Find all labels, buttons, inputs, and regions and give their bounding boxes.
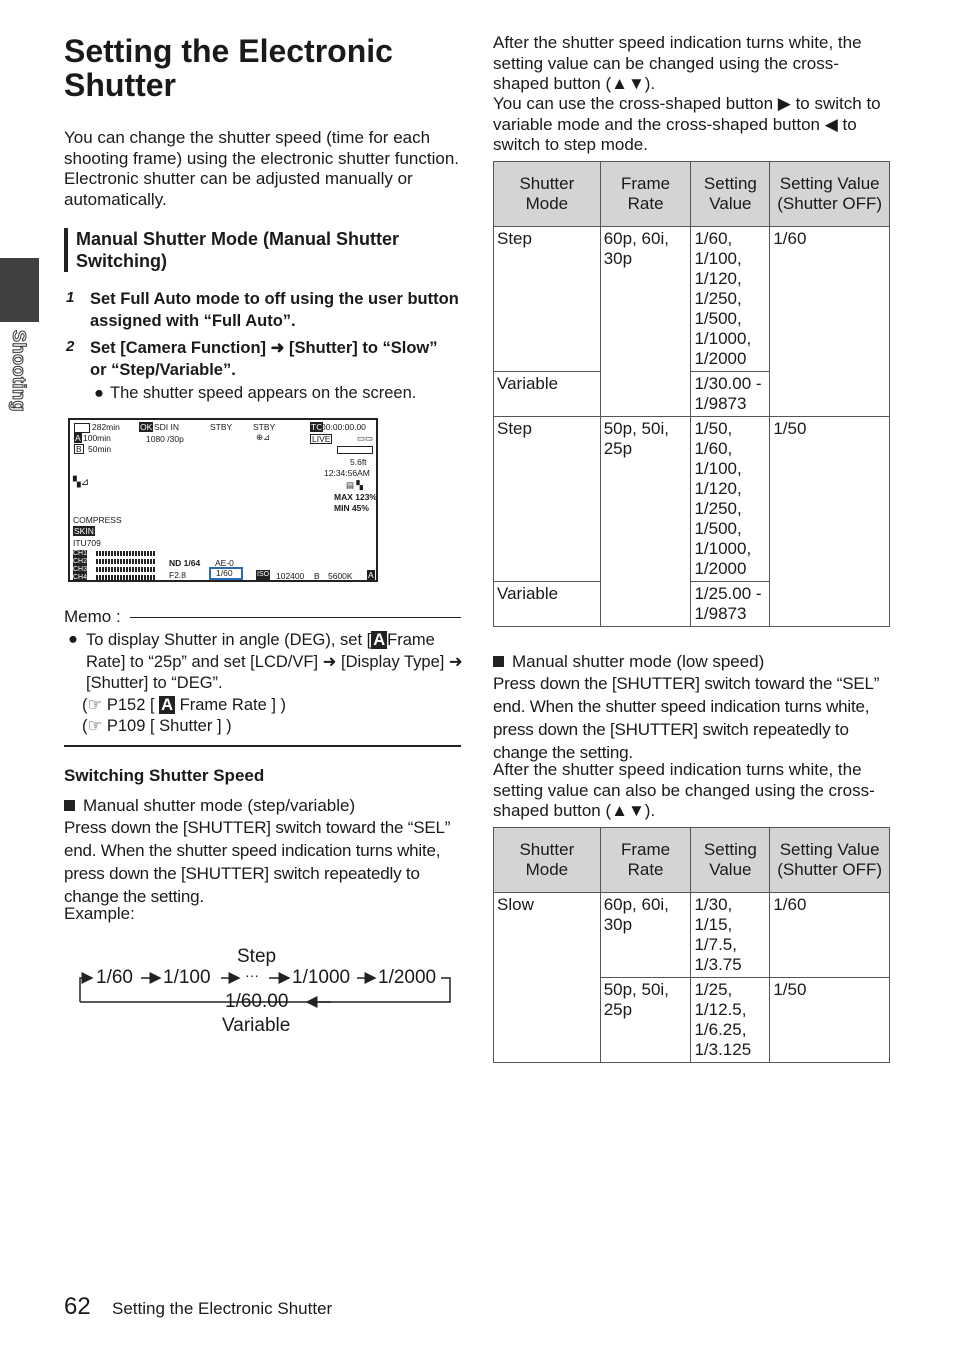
ok-icon: OK <box>140 422 153 432</box>
step-variable-settings-table <box>493 161 890 627</box>
shutter-cycle-diagram <box>75 944 460 1040</box>
step-2-bullet: The shutter speed appears on the screen. <box>110 384 417 402</box>
table-cell: Step <box>494 417 601 582</box>
memo-ref-2: (☞ P109 [ Shutter ] ) <box>82 717 232 735</box>
white-balance-mode: B <box>314 571 320 581</box>
table-header-row <box>494 828 890 893</box>
table-cell: 1/50 <box>770 417 890 627</box>
side-tab-label: Shooting <box>9 330 29 412</box>
shutter-speed-indicator: 1/60 <box>209 567 243 580</box>
iris-value: F2.8 <box>169 570 187 580</box>
sdi-input: SDI IN <box>154 422 180 432</box>
audio-meter-4 <box>96 575 156 580</box>
media-slot-a-remaining: 282min <box>92 422 120 432</box>
table-cell: 60p, 60i, 30p <box>600 227 691 417</box>
diagram-step-label: Step <box>237 946 277 967</box>
page-title: Setting the Electronic Shutter <box>64 33 393 103</box>
table-cell: 50p, 50i, 25p <box>600 417 691 627</box>
step-variable-mode-label: Manual shutter mode (step/variable) <box>64 796 460 817</box>
table-cell: 1/50 <box>770 978 890 1063</box>
memo-rule <box>130 617 461 618</box>
table-cell: 1/60, 1/100, 1/120, 1/250, 1/500, 1/1000, 1/2000 <box>691 227 770 372</box>
right-intro-paragraph-2: You can use the cross-shaped button ▶ to switch to variable mode and the cross-shaped button ◀ to switch to step mode. <box>493 94 881 154</box>
diagram-value-2: 1/100 <box>163 967 211 988</box>
switching-heading: Switching Shutter Speed <box>64 766 265 785</box>
table-cell: 50p, 50i, 25p <box>600 978 691 1063</box>
column-header: Setting Value <box>691 162 770 227</box>
column-header: Setting Value (Shutter OFF) <box>770 162 890 227</box>
column-header: Frame Rate <box>600 828 691 893</box>
level-meter-icon <box>337 446 373 454</box>
skin-detail-icon: SKIN <box>74 526 94 536</box>
column-header: Setting Value (Shutter OFF) <box>770 828 890 893</box>
slot-a-icon: A <box>75 433 81 443</box>
column-header: Setting Value <box>691 828 770 893</box>
gamma-label: ITU709 <box>73 538 101 548</box>
table-cell: Variable <box>494 372 601 417</box>
table-cell: 1/25, 1/12.5, 1/6.25, 1/3.125 <box>691 978 770 1063</box>
slot-b-icon: B <box>76 444 82 454</box>
diagram-variable-value: 1/60.00 <box>225 991 289 1012</box>
page-number: 62 <box>64 1293 91 1320</box>
low-speed-mode-label: Manual shutter mode (low speed) <box>493 652 891 673</box>
table-row <box>494 893 890 978</box>
table-cell: Step <box>494 227 601 372</box>
table-cell: 1/60 <box>770 893 890 978</box>
table-cell: 1/25.00 - 1/9873 <box>691 582 770 627</box>
column-header: Frame Rate <box>600 162 691 227</box>
memo-ref-1: (☞ P152 [ A Frame Rate ] ) <box>82 696 287 714</box>
auto-icon: A <box>368 570 374 580</box>
audio-channel-2: CH2 <box>73 558 88 565</box>
wireless-icon: ⊕⊿ <box>256 432 271 442</box>
low-speed-settings-table <box>493 827 890 1063</box>
right-intro-paragraph-1: After the shutter speed indication turns white, the setting value can be changed using the cross-shaped button (▲▼). <box>493 33 862 93</box>
zebra-icon: ▤ ▚ <box>346 480 363 490</box>
memo-bullet-dot: ● <box>68 630 78 648</box>
audio-channel-1: CH1 <box>73 550 88 557</box>
network-icon: ▭▭ <box>357 433 374 443</box>
ae-level: AE-0 <box>215 558 234 568</box>
frame-rate-badge-ref: A <box>161 696 174 714</box>
clock: 12:34:56AM <box>324 468 370 478</box>
camera-lcd-screen <box>68 418 378 582</box>
step-text-1: Set Full Auto mode to off using the user button assigned with “Full Auto”. <box>90 290 459 330</box>
diagram-value-3: 1/1000 <box>292 967 351 988</box>
low-speed-paragraph-2: After the shutter speed indication turns white, the setting value can also be changed using the cross-shaped button (▲▼). <box>493 760 875 820</box>
nd-filter: ND 1/64 <box>169 558 201 568</box>
focus-distance: 5.6ft <box>350 457 367 467</box>
audio-meter-1 <box>96 551 156 556</box>
table-cell: 60p, 60i, 30p <box>600 893 691 978</box>
diagram-value-1: 1/60 <box>96 967 133 988</box>
frame-rate-badge: A <box>373 631 386 649</box>
table-cell: Variable <box>494 582 601 627</box>
live-indicator: LIVE <box>312 434 331 444</box>
column-header: Shutter Mode <box>494 828 601 893</box>
table-row <box>494 417 890 582</box>
media-slot-c-remaining: 50min <box>88 444 112 454</box>
stabilizer-icon: ▚⊿ <box>73 477 90 488</box>
compress-label: COMPRESS <box>73 515 122 525</box>
table-header-row <box>494 162 890 227</box>
record-status-1: STBY <box>210 422 233 432</box>
table-cell: 1/60 <box>770 227 890 417</box>
intro-paragraph: You can change the shutter speed (time for each shooting frame) using the electronic shutter function. Electronic shutter can be adjusted manually or automatically. <box>64 128 459 209</box>
iso-icon: ISO <box>257 571 270 578</box>
step-number-2: 2 <box>66 338 75 355</box>
low-speed-paragraph: Press down the [SHUTTER] switch toward the “SEL” end. When the shutter speed indication turns white, press down the [SHUTTER] switch repeatedly to change the setting. <box>493 674 880 762</box>
table-row <box>494 227 890 372</box>
step-number-1: 1 <box>66 289 75 306</box>
media-slot-b-remaining: 100min <box>83 433 111 443</box>
audio-meter-3 <box>96 567 156 572</box>
table-cell: Slow <box>494 893 601 1063</box>
audio-meter-2 <box>96 559 156 564</box>
memo-text: To display Shutter in angle (DEG), set [ A Frame Rate] to “25p” and set [LCD/VF] ➜ [Display Type] ➜ [Shutter] to “DEG”. <box>86 631 463 692</box>
battery-icon <box>74 423 90 433</box>
diagram-value-4: 1/2000 <box>378 967 437 988</box>
diagram-ellipsis: ··· <box>245 967 259 983</box>
table-cell: 1/50, 1/60, 1/100, 1/120, 1/250, 1/500, 1/1000, 1/2000 <box>691 417 770 582</box>
switching-paragraph: Press down the [SHUTTER] switch toward the “SEL” end. When the shutter speed indication turns white, press down the [SHUTTER] switch repeatedly to change the setting. <box>64 818 451 906</box>
step-text-2: Set [Camera Function] ➜ [Shutter] to “Slow” or “Step/Variable”. <box>90 339 438 379</box>
max-level: MAX 123% <box>334 492 377 502</box>
footer-title: Setting the Electronic Shutter <box>112 1299 333 1318</box>
bullet-dot: ● <box>94 384 104 402</box>
side-tab <box>0 258 39 322</box>
iso-value: 102400 <box>276 571 305 581</box>
min-level: MIN 45% <box>334 503 369 513</box>
audio-channel-3: CH3 <box>73 566 88 573</box>
tc-icon: TC <box>311 422 323 432</box>
timecode: 00:00:00.00 <box>321 422 366 432</box>
video-format: 1080 /30p <box>146 434 184 444</box>
memo-end-rule <box>64 745 461 747</box>
column-header: Shutter Mode <box>494 162 601 227</box>
audio-channel-4: CH4 <box>73 574 88 581</box>
section-heading: Manual Shutter Mode (Manual Shutter Switching) <box>64 228 472 272</box>
table-cell: 1/30.00 - 1/9873 <box>691 372 770 417</box>
table-cell: 1/30, 1/15, 1/7.5, 1/3.75 <box>691 893 770 978</box>
example-label: Example: <box>64 904 135 923</box>
memo-label: Memo : <box>64 607 121 626</box>
diagram-variable-label: Variable <box>222 1015 291 1036</box>
color-temperature: 5600K <box>328 571 353 581</box>
record-status-2: STBY <box>253 422 276 432</box>
